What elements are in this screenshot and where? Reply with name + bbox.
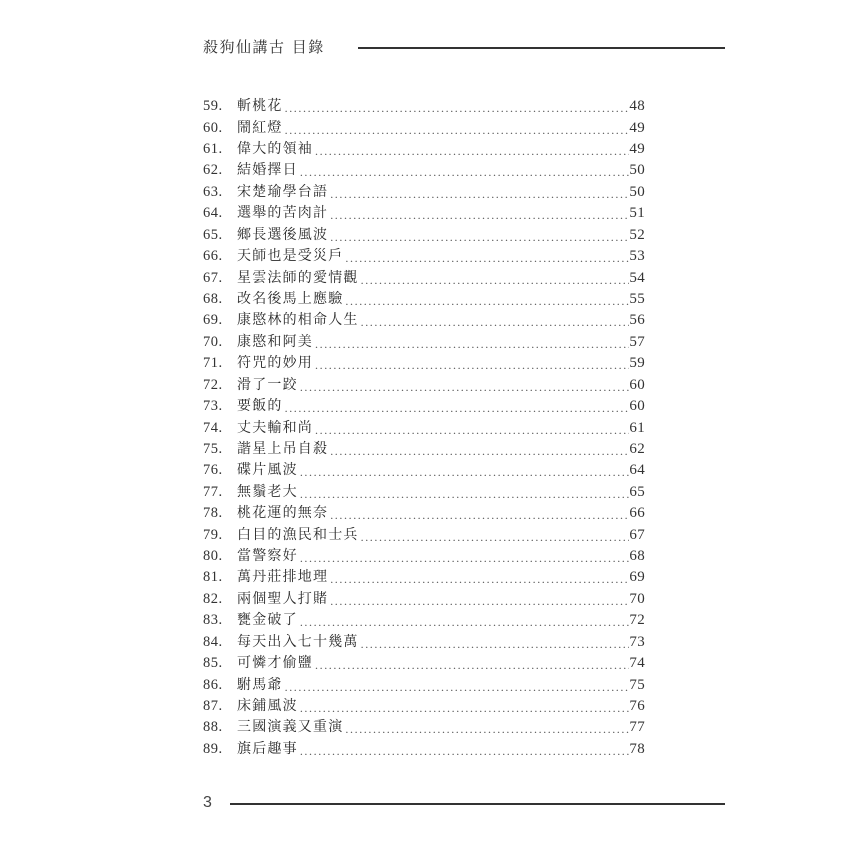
toc-entry-number: 64. bbox=[203, 205, 223, 222]
toc-entry-number: 87. bbox=[203, 698, 223, 715]
toc-dot-leader bbox=[300, 460, 630, 481]
toc-entry-page: 51 bbox=[629, 205, 645, 222]
toc-entry bbox=[203, 524, 645, 545]
toc-entry-title: 鄉長選後風波 bbox=[237, 226, 329, 243]
toc-entry-number: 65. bbox=[203, 226, 223, 243]
toc-entry-number: 78. bbox=[203, 505, 223, 522]
toc-entry-page: 69 bbox=[629, 569, 645, 586]
toc-entry-title: 三國演義又重演 bbox=[237, 719, 344, 736]
toc-dot-leader bbox=[330, 589, 629, 610]
toc-dot-leader bbox=[361, 632, 630, 653]
toc-entry-number: 61. bbox=[203, 141, 223, 158]
toc-entry-page: 62 bbox=[629, 440, 645, 457]
toc-entry-title: 要飯的 bbox=[237, 398, 283, 415]
toc-entry bbox=[203, 203, 645, 224]
toc-entry-title: 改名後馬上應驗 bbox=[237, 291, 344, 307]
toc-entry-title: 無鬚老大 bbox=[237, 483, 298, 500]
toc-entry bbox=[203, 96, 645, 117]
toc-entry-number: 69. bbox=[203, 312, 223, 329]
toc-entry bbox=[203, 117, 645, 138]
toc-entry-number: 80. bbox=[203, 548, 223, 565]
toc-entry-page: 73 bbox=[629, 633, 645, 650]
toc-entry-number: 81. bbox=[203, 569, 223, 586]
toc-dot-leader bbox=[330, 182, 629, 203]
toc-entry-number: 59. bbox=[203, 98, 223, 115]
toc-entry-page: 60 bbox=[629, 398, 645, 415]
toc-entry-page: 68 bbox=[629, 548, 645, 565]
toc-entry bbox=[203, 332, 645, 353]
toc-entry bbox=[203, 374, 645, 395]
toc-dot-leader bbox=[315, 653, 629, 674]
table-of-contents bbox=[203, 96, 645, 760]
toc-entry-page: 57 bbox=[629, 333, 645, 350]
toc-entry-page: 49 bbox=[629, 141, 645, 158]
toc-dot-leader bbox=[361, 310, 630, 331]
toc-entry bbox=[203, 439, 645, 460]
toc-entry-page: 60 bbox=[629, 376, 645, 393]
toc-entry bbox=[203, 246, 645, 267]
toc-dot-leader bbox=[285, 118, 630, 139]
toc-entry bbox=[203, 417, 645, 438]
toc-entry-number: 62. bbox=[203, 162, 223, 179]
toc-entry bbox=[203, 139, 645, 160]
toc-dot-leader bbox=[315, 418, 629, 439]
toc-entry-title: 選舉的苦肉計 bbox=[237, 205, 329, 222]
toc-entry bbox=[203, 160, 645, 181]
toc-dot-leader bbox=[300, 610, 630, 631]
toc-entry-title: 萬丹莊排地理 bbox=[237, 569, 329, 586]
toc-entry-page: 74 bbox=[629, 655, 645, 672]
footer-page-number: 3 bbox=[203, 794, 212, 811]
toc-entry-page: 78 bbox=[629, 740, 645, 757]
page-footer bbox=[203, 792, 725, 816]
toc-dot-leader bbox=[345, 717, 629, 738]
toc-entry-title: 每天出入七十幾萬 bbox=[237, 633, 359, 650]
toc-entry-number: 84. bbox=[203, 633, 223, 650]
toc-entry-page: 52 bbox=[629, 226, 645, 243]
toc-entry-title: 結婚擇日 bbox=[237, 162, 298, 179]
toc-entry bbox=[203, 589, 645, 610]
toc-entry-page: 49 bbox=[629, 119, 645, 136]
toc-entry-page: 70 bbox=[629, 590, 645, 607]
toc-entry-title: 旗后趣事 bbox=[237, 740, 298, 757]
toc-entry-title: 可憐才偷鹽 bbox=[237, 655, 313, 672]
toc-entry-number: 88. bbox=[203, 719, 223, 736]
toc-dot-leader bbox=[330, 439, 629, 460]
toc-entry-number: 72. bbox=[203, 376, 223, 393]
toc-entry-page: 55 bbox=[629, 291, 645, 307]
toc-entry-title: 丈夫輸和尚 bbox=[237, 419, 313, 436]
toc-entry-number: 73. bbox=[203, 398, 223, 415]
toc-entry-number: 77. bbox=[203, 483, 223, 500]
toc-entry-page: 48 bbox=[629, 98, 645, 115]
toc-entry bbox=[203, 653, 645, 674]
toc-entry-title: 滑了一跤 bbox=[237, 376, 298, 393]
toc-entry-number: 83. bbox=[203, 612, 223, 629]
toc-dot-leader bbox=[330, 567, 629, 588]
toc-entry bbox=[203, 717, 645, 738]
toc-entry bbox=[203, 353, 645, 374]
toc-entry-title: 天師也是受災戶 bbox=[237, 248, 344, 265]
toc-entry bbox=[203, 674, 645, 695]
toc-dot-leader bbox=[300, 546, 630, 567]
toc-entry-title: 桃花運的無奈 bbox=[237, 505, 329, 522]
toc-dot-leader bbox=[330, 503, 629, 524]
toc-entry-title: 白目的漁民和士兵 bbox=[237, 526, 359, 543]
toc-dot-leader bbox=[315, 139, 629, 160]
toc-dot-leader bbox=[300, 375, 630, 396]
toc-dot-leader bbox=[315, 353, 629, 374]
toc-entry-number: 89. bbox=[203, 740, 223, 757]
toc-dot-leader bbox=[345, 289, 629, 310]
toc-entry-title: 宋楚瑜學台語 bbox=[237, 183, 329, 200]
toc-entry-title: 床鋪風波 bbox=[237, 698, 298, 715]
toc-dot-leader bbox=[285, 396, 630, 417]
toc-entry-page: 76 bbox=[629, 698, 645, 715]
toc-entry-page: 61 bbox=[629, 419, 645, 436]
toc-entry-page: 66 bbox=[629, 505, 645, 522]
toc-entry-number: 75. bbox=[203, 440, 223, 457]
toc-entry bbox=[203, 182, 645, 203]
toc-entry-page: 64 bbox=[629, 462, 645, 479]
toc-entry-number: 66. bbox=[203, 248, 223, 265]
toc-entry bbox=[203, 696, 645, 717]
toc-entry bbox=[203, 289, 645, 310]
toc-entry-title: 諧星上吊自殺 bbox=[237, 440, 329, 457]
toc-dot-leader bbox=[315, 332, 629, 353]
toc-entry-page: 65 bbox=[629, 483, 645, 500]
toc-dot-leader bbox=[361, 525, 630, 546]
toc-entry-number: 70. bbox=[203, 333, 223, 350]
toc-entry-page: 59 bbox=[629, 355, 645, 372]
toc-entry-title: 星雲法師的愛情觀 bbox=[237, 269, 359, 286]
toc-entry bbox=[203, 567, 645, 588]
toc-dot-leader bbox=[330, 203, 629, 224]
toc-entry-number: 82. bbox=[203, 590, 223, 607]
toc-entry-title: 鬧紅燈 bbox=[237, 119, 283, 136]
toc-entry bbox=[203, 267, 645, 288]
toc-entry-number: 85. bbox=[203, 655, 223, 672]
toc-entry-page: 50 bbox=[629, 162, 645, 179]
toc-entry bbox=[203, 503, 645, 524]
footer-rule bbox=[230, 803, 725, 805]
toc-entry-title: 兩個聖人打賭 bbox=[237, 590, 329, 607]
toc-entry-page: 50 bbox=[629, 183, 645, 200]
toc-entry bbox=[203, 396, 645, 417]
toc-entry-page: 56 bbox=[629, 312, 645, 329]
toc-entry bbox=[203, 460, 645, 481]
header-title: 殺狗仙講古 目錄 bbox=[203, 38, 325, 56]
toc-entry bbox=[203, 310, 645, 331]
toc-dot-leader bbox=[285, 96, 630, 117]
toc-dot-leader bbox=[300, 482, 630, 503]
toc-entry-title: 偉大的領袖 bbox=[237, 141, 313, 158]
toc-dot-leader bbox=[330, 225, 629, 246]
toc-entry bbox=[203, 546, 645, 567]
toc-dot-leader bbox=[285, 675, 630, 696]
toc-entry-title: 康愍林的相命人生 bbox=[237, 312, 359, 329]
toc-entry-page: 67 bbox=[629, 526, 645, 543]
toc-entry-title: 康愍和阿美 bbox=[237, 333, 313, 350]
toc-entry-number: 79. bbox=[203, 526, 223, 543]
toc-entry-title: 駙馬爺 bbox=[237, 676, 283, 693]
toc-entry bbox=[203, 632, 645, 653]
toc-entry bbox=[203, 610, 645, 631]
toc-entry-page: 53 bbox=[629, 248, 645, 265]
toc-entry-number: 63. bbox=[203, 183, 223, 200]
toc-entry bbox=[203, 225, 645, 246]
toc-entry-number: 68. bbox=[203, 291, 223, 307]
toc-entry-title: 甕金破了 bbox=[237, 612, 298, 629]
toc-dot-leader bbox=[300, 739, 630, 760]
toc-entry-number: 60. bbox=[203, 119, 223, 136]
toc-dot-leader bbox=[345, 246, 629, 267]
toc-entry-number: 67. bbox=[203, 269, 223, 286]
toc-entry-page: 72 bbox=[629, 612, 645, 629]
toc-entry-title: 斬桃花 bbox=[237, 98, 283, 115]
toc-entry-page: 54 bbox=[629, 269, 645, 286]
toc-entry-number: 71. bbox=[203, 355, 223, 372]
toc-entry-title: 碟片風波 bbox=[237, 462, 298, 479]
toc-entry-page: 75 bbox=[629, 676, 645, 693]
toc-entry-number: 76. bbox=[203, 462, 223, 479]
toc-entry bbox=[203, 482, 645, 503]
toc-dot-leader bbox=[361, 268, 630, 289]
toc-dot-leader bbox=[300, 160, 630, 181]
toc-entry-page: 77 bbox=[629, 719, 645, 736]
header-rule bbox=[358, 47, 725, 49]
toc-entry-number: 86. bbox=[203, 676, 223, 693]
toc-entry bbox=[203, 739, 645, 760]
toc-dot-leader bbox=[300, 696, 630, 717]
toc-entry-title: 符咒的妙用 bbox=[237, 355, 313, 372]
toc-entry-title: 當警察好 bbox=[237, 548, 298, 565]
toc-entry-number: 74. bbox=[203, 419, 223, 436]
page-header bbox=[203, 36, 725, 60]
